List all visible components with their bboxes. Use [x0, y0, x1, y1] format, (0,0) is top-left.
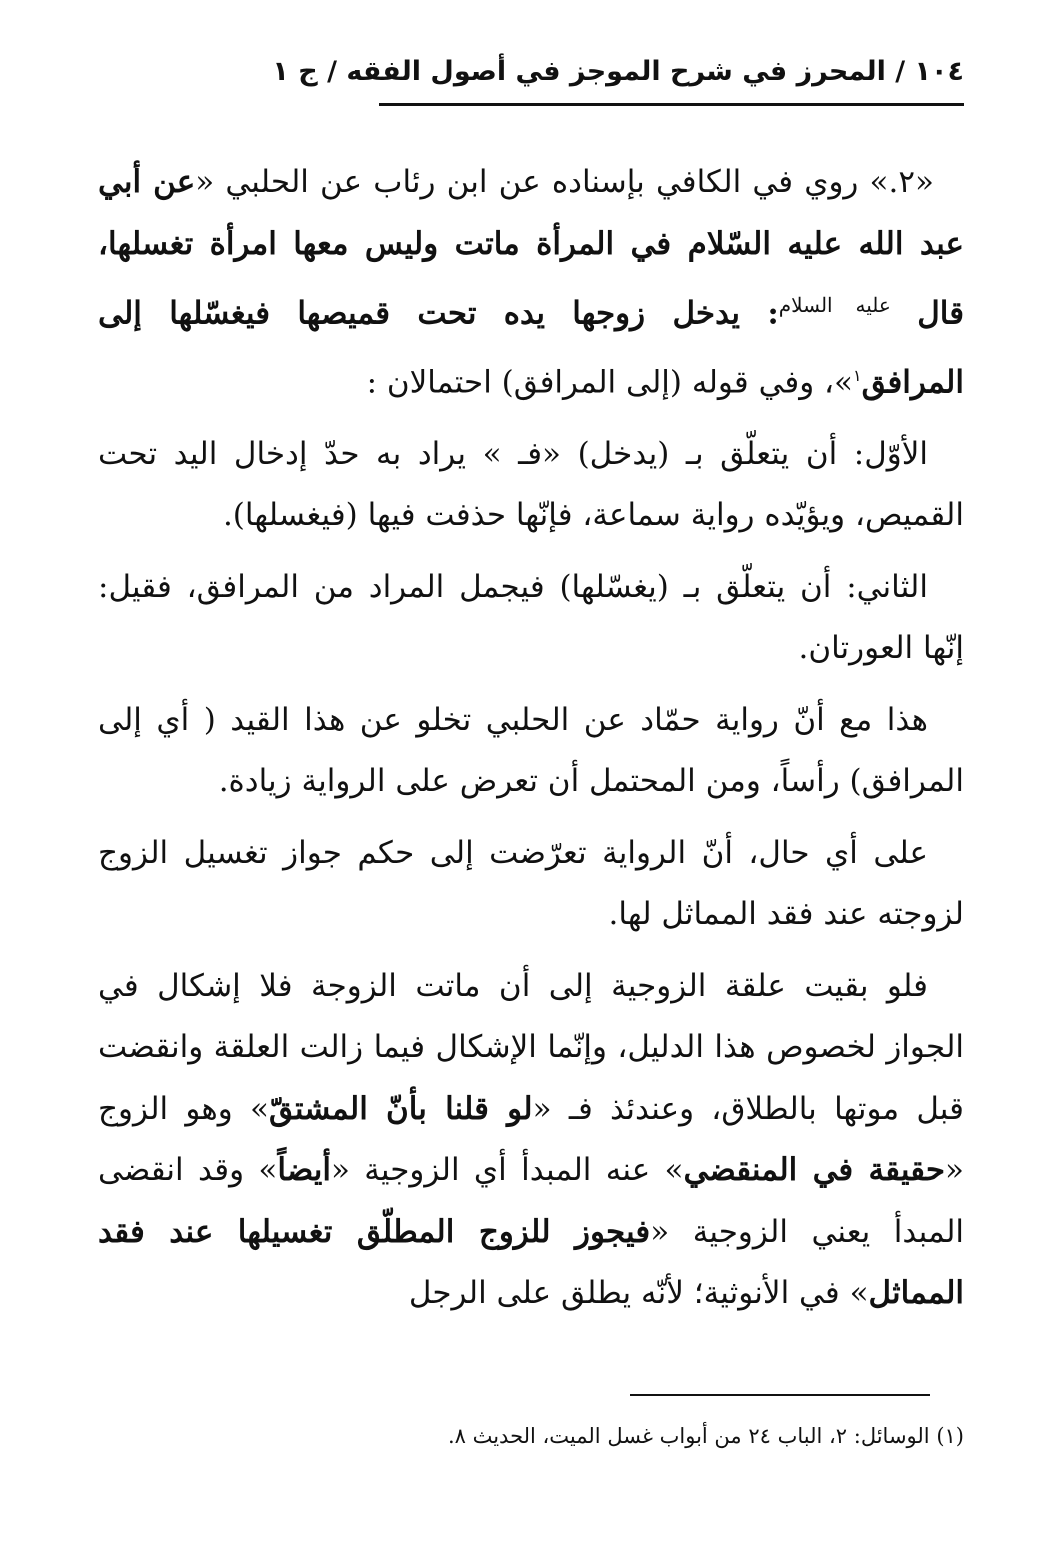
footnote-marker: ١: [853, 365, 862, 385]
main-text: [98, 152, 964, 1335]
honorific-symbol: عليه السلام: [778, 293, 891, 317]
p6-part-3: » عنه المبدأ أي الزوجية «: [330, 1152, 684, 1189]
paragraph-3: الثاني: أن يتعلّق بـ (يغسّلها) فيجمل المراد من المرافق، فقيل: إنّها العورتان.: [98, 568, 964, 667]
paragraph-1: [98, 152, 964, 414]
p6-bold-1: لو قلنا بأنّ المشتقّ: [268, 1090, 533, 1127]
paragraph-2: الأوّل: أن يتعلّق بـ (يدخل) «فـ » يراد به حدّ إدخال اليد تحت القميص، ويؤيّده رواية سماعة، فإنّها حذفت فيها (فيغسلها).: [98, 435, 964, 534]
running-header: ١٠٤ / المحرز في شرح الموجز في أصول الفقه / ج ١: [272, 56, 964, 87]
p6-part-5: » في الأنوثية؛ لأنّه يطلق على الرجل: [408, 1275, 869, 1312]
paragraph-5: على أي حال، أنّ الرواية تعرّضت إلى حكم جواز تغسيل الزوج لزوجته عند فقد المماثل لها.: [98, 834, 964, 933]
p6-part-1: فلو بقيت علقة الزوجية إلى أن ماتت الزوجة فلا إشكال في الجواز لخصوص هذا الدليل، وإنّما الإشكال فيما زالت العلقة وانقضت قبل موتها بالطلاق، وعندئذ فـ «: [98, 967, 964, 1127]
p1-tail: »، وفي قوله (إلى المرافق) احتمالان :: [366, 364, 854, 401]
p6-part-2: » وهو الزوج «: [98, 1090, 964, 1189]
p6-bold-4: فيجوز للزوج المطلّق تغسيلها عند فقد المماثل: [98, 1213, 964, 1312]
p6-bold-3: أيضاً: [277, 1152, 331, 1189]
p6-bold-2: حقيقة في المنقضي: [683, 1152, 946, 1189]
header-rule: [379, 103, 964, 106]
paragraph-4: هذا مع أنّ رواية حمّاد عن الحلبي تخلو عن هذا القيد ( أي إلى المرافق) رأساً، ومن المحتمل أن تعرض على الرواية زيادة.: [98, 701, 964, 800]
paragraph-6: [98, 956, 964, 1325]
p6-part-4: » وقد انقضى المبدأ يعني الزوجية «: [98, 1152, 965, 1250]
footnote: (١) الوسائل: ٢، الباب ٢٤ من أبواب غسل الميت، الحديث ٨.: [447, 1424, 964, 1448]
footnote-rule: [630, 1394, 930, 1396]
p1-hadith-a: عن أبي عبد الله عليه السّلام في المرأة ماتت وليس معها امرأة تغسلها، قال: [98, 164, 965, 332]
p1-hadith-b: : يدخل زوجها يده تحت قميصها فيغسّلها إلى المرافق: [98, 295, 964, 401]
p1-intro: «٢.» روي في الكافي بإسناده عن ابن رئاب عن الحلبي «: [195, 164, 934, 200]
